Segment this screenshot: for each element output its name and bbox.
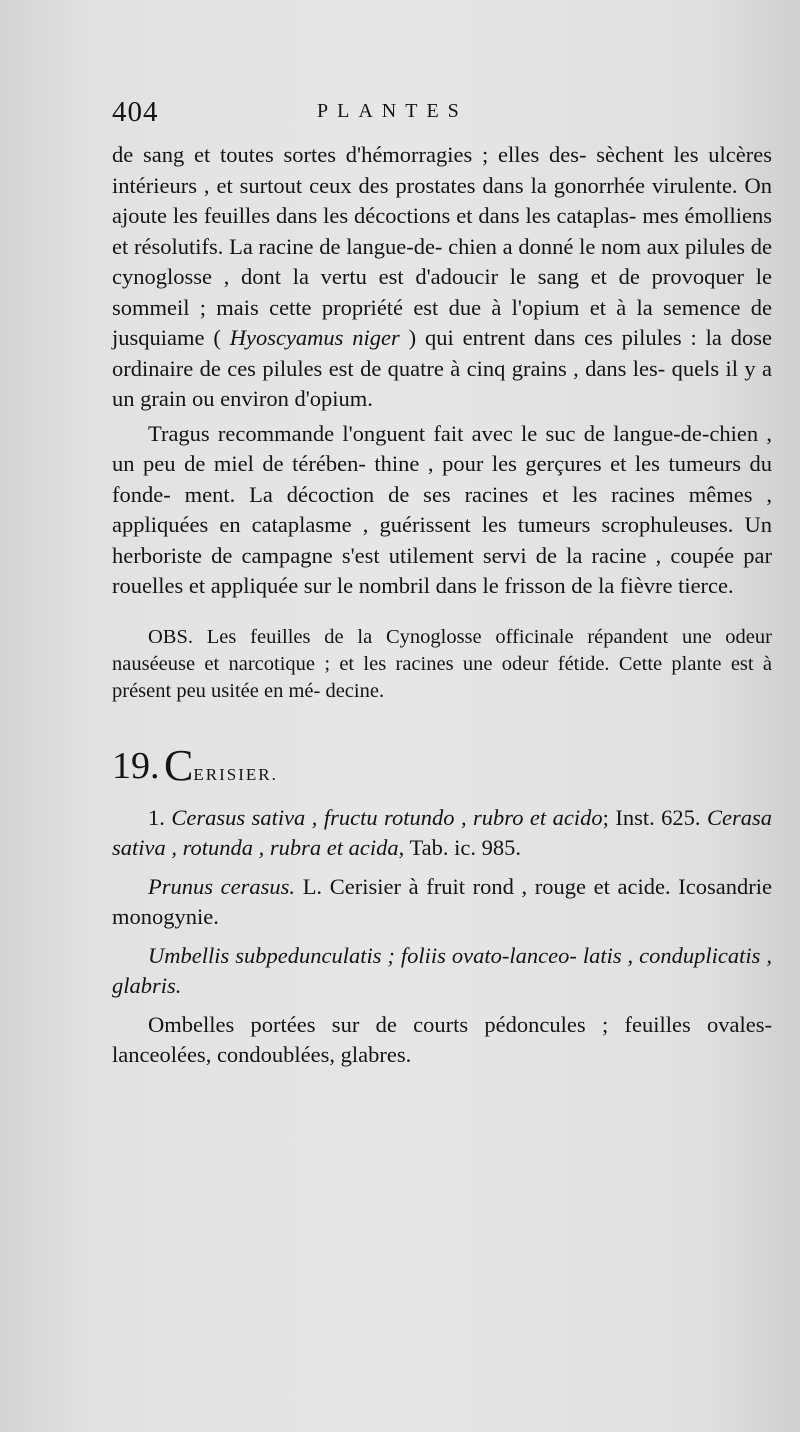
page-header [112,96,792,140]
observation-note: OBS. Les feuilles de la Cynoglosse officinale répandent une odeur nauséeuse et narcotique ; et les racines une odeur fétide. Cette plante est à présent peu usitée en mé- decine. [112,625,772,702]
entry-reference: Inst. 625. [615,804,701,830]
section-title-rest: ERISIER. [193,764,278,784]
entry-latin-name-2: Cerasa sativa , rotunda , rubra et acida [112,804,773,860]
page-number: 404 [112,96,159,128]
section-number: 19. [112,744,160,787]
entry-separator: ; [602,804,609,830]
section-heading [112,740,772,795]
section-title [164,740,278,791]
entry-umbellis: Umbellis subpedunculatis ; foliis ovato-lanceo- latis , conduplicatis , glabris. [112,942,772,998]
entry-number: 1. [148,804,165,830]
paragraph-hemorrhages [112,140,772,415]
entry-ombelles: Ombelles portées sur de courts pédoncules ; feuilles ovales-lanceolées, condoublées, glabres. [112,1011,772,1067]
entry-description: L. Cerisier à fruit rond , rouge et acide. Icosandrie monogynie. [112,873,772,929]
entry-table-ref: Tab. ic. 985. [409,835,522,860]
entry-linnaean-name: Prunus cerasus. [148,873,296,899]
paragraph-text-end: ) qui entrent dans ces pilules : la dose ordinaire de ces pilules est de quatre à cinq grains , dans les- quels il y a un grain ou environ d'opium. [112,325,773,411]
entry-separator-2: , [398,835,405,860]
page-body [112,140,772,1071]
paragraph-tragus: Tragus recommande l'onguent fait avec le suc de langue-de-chien , un peu de miel de térében- thine , pour les gerçures et les tumeurs du fonde- ment. La décoction de ses racines et les racines mêmes , appliquées en cataplasme , guérissent les tumeurs scrophuleuses. Un herboriste de campagne s'est utilement servi de la racine , coupée par rouelles et appliquée sur le nombril dans le frisson de la fièvre tierce. [112,420,772,598]
entry-latin-name: Cerasus sativa , fructu rotundo , rubro et acido [171,804,603,830]
entry-prunus [112,872,772,933]
running-head: PLANTES [317,100,468,122]
italic-species-name: Hyoscyamus niger [229,325,400,350]
entry-cerasus [112,803,772,864]
paragraph-text: de sang et toutes sortes d'hémorragies ; elles des- sèchent les ulcères intérieurs , et surtout ceux des prostates dans la gonorrhée virulente. On ajoute les feuilles dans les décoctions et dans les cataplas- mes émolliens et résolutifs. La racine de langue-de- chien a donné le nom aux pilules de cynoglosse , dont la vertu est d'adoucir le sang et de provoquer le sommeil ; mais cette propriété est due à l'opium et à la semence de jusquiame ( [112,142,772,350]
section-title-initial: C [164,740,194,790]
